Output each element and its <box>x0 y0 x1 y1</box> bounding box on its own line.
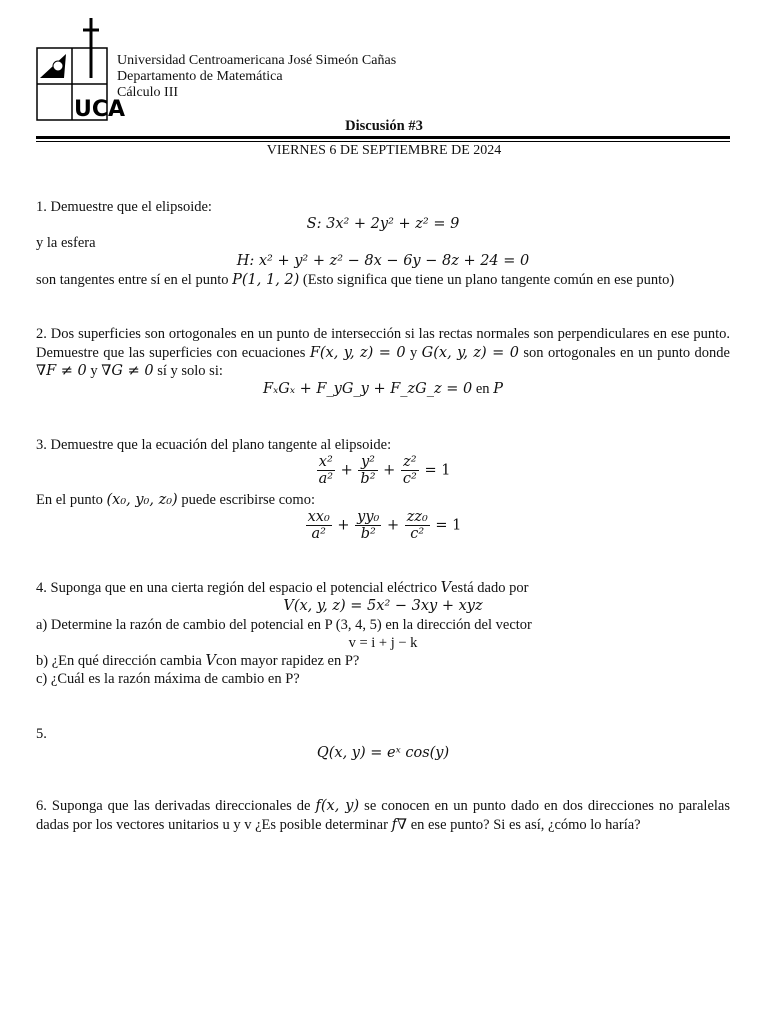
department-name: Departamento de Matemática <box>117 69 283 84</box>
title-rule-thin <box>36 141 730 142</box>
p5-function: Q(x, y) = eˣ cos(y) <box>316 745 450 761</box>
p3-ellipsoid-equation: $\frac{\text{x²}}{\text{a²}}$ + $\frac{\text{y²}}{\text{b²}}$ + $\frac{\text{z²}}{\text{c²}}$ = 1 <box>318 454 451 487</box>
p4-part-b: b) ¿En qué dirección cambia Vcon mayor rapidez en P? <box>36 653 360 669</box>
p3-intro: 3. Demuestre que la ecuación del plano tangente al elipsoide: <box>36 437 392 453</box>
p4-part-c: c) ¿Cuál es la razón máxima de cambio en P? <box>36 671 300 687</box>
p1-ellipsoid-equation: S: 3x² + 2y² + z² = 9 <box>306 216 460 232</box>
course-name: Cálculo III <box>117 85 179 100</box>
document-title: Discusión #3 <box>345 118 423 134</box>
p1-conclusion: son tangentes entre sí en el punto P(1, 1, 2) (Esto significa que tiene un plano tangente común en ese punto) <box>36 272 675 288</box>
university-name: Universidad Centroamericana José Simeón Cañas <box>117 53 397 68</box>
header-block <box>117 53 396 101</box>
p5-label: 5. <box>36 726 47 742</box>
p4-part-a: a) Determine la razón de cambio del potencial en P (3, 4, 5) en la dirección del vector <box>36 617 532 633</box>
p1-sphere-label: y la esfera <box>36 235 96 251</box>
p2-orthogonality-equation: FₓGₓ + F_yG_y + F_zG_z = 0 en P <box>263 381 503 397</box>
document-date: VIERNES 6 DE SEPTIEMBRE DE 2024 <box>266 143 502 158</box>
p6-statement: 6. Suponga que las derivadas direccionales de f(x, y) se conocen en un punto dado en dos direcciones no paralelas dadas por los vectores unitarios u y v ¿Es posible determinar f∇ en ese punto? Si es así, ¿cómo lo haría? <box>36 798 730 833</box>
p1-intro: 1. Demuestre que el elipsoide: <box>36 199 212 215</box>
title-rule-thick <box>36 136 730 139</box>
p1-point: P(1, 1, 2) <box>232 272 300 288</box>
p3-mid: En el punto (x₀, y₀, z₀) puede escribirse como: <box>36 492 315 508</box>
p4-intro: 4. Suponga que en una cierta región del espacio el potencial eléctrico Vestá dado por <box>36 580 529 596</box>
logo-lettering: UCA <box>74 97 126 122</box>
p3-tangent-plane-equation: $\frac{\text{xx₀}}{\text{a²}}$ + $\frac{\text{yy₀}}{\text{b²}}$ + $\frac{\text{zz₀}}{\text{c²}}$ = 1 <box>307 509 462 542</box>
p1-sphere-equation: H: x² + y² + z² − 8x − 6y − 8z + 24 = 0 <box>236 253 530 269</box>
p4-potential-equation: V(x, y, z) = 5x² − 3xy + xyz <box>283 598 483 614</box>
p4-vector: v = i + j − k <box>348 635 418 651</box>
p2-statement: 2. Dos superficies son ortogonales en un punto de intersección si las rectas normales son perpendiculares en ese punto. Demuestre que las superficies con ecuaciones F(x, y, z) = 0 y G(x, y, z) = 0 son ortogonales en un punto donde ∇F ≠ 0 y ∇G ≠ 0 sí y solo si: <box>36 326 730 379</box>
uca-logo <box>36 18 126 122</box>
